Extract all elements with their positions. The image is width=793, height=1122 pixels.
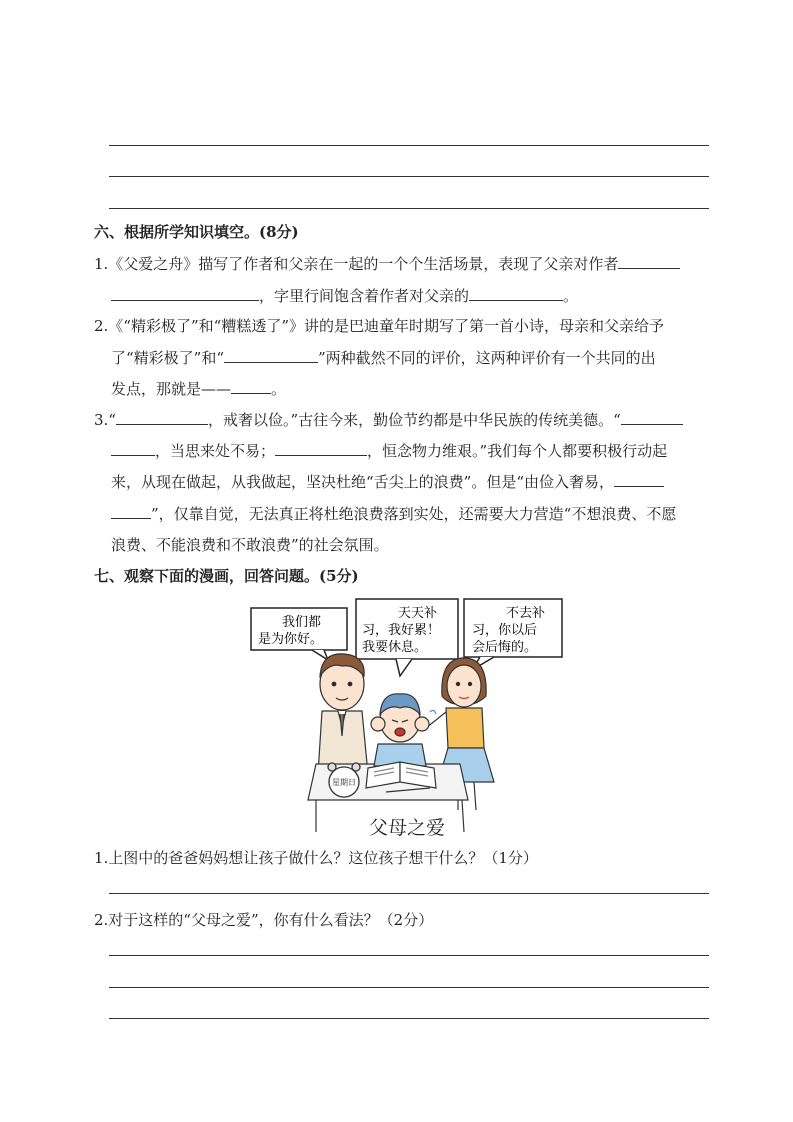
fill-blank[interactable] bbox=[618, 254, 680, 269]
s6-q2-text5: 。 bbox=[271, 380, 287, 398]
clock-label: 星期日 bbox=[332, 778, 356, 787]
answer-line[interactable] bbox=[109, 145, 709, 146]
answer-line[interactable] bbox=[109, 176, 709, 177]
s6-q1-text3: 。 bbox=[563, 287, 579, 305]
fill-blank[interactable] bbox=[111, 504, 151, 519]
s6-q3-line1 bbox=[94, 410, 683, 430]
s7-q2: 2.对于这样的“父母之爱”，你有什么看法？（2分） bbox=[94, 911, 434, 929]
mother-speech-bubble bbox=[464, 599, 562, 670]
s6-q1-line1 bbox=[94, 254, 680, 274]
bubble-father-text-1: 我们都 bbox=[282, 615, 322, 630]
s6-q2-line3 bbox=[111, 379, 286, 399]
s6-q3-text3: ，当思来处不易； bbox=[155, 442, 276, 460]
fill-blank[interactable] bbox=[224, 348, 318, 363]
fill-blank[interactable] bbox=[231, 379, 271, 394]
answer-line[interactable] bbox=[109, 893, 709, 894]
s6-q3-text4: ，恒念物力维艰。”我们每个人都要积极行动起 bbox=[367, 442, 668, 460]
bubble-mother-text-1: 不去补 bbox=[506, 606, 546, 621]
fill-blank[interactable] bbox=[116, 410, 208, 425]
clock-icon bbox=[328, 763, 360, 797]
s6-q3-line5 bbox=[111, 535, 389, 555]
s6-q1-line2 bbox=[111, 286, 578, 306]
s7-q1: 1.上图中的爸爸妈妈想让孩子做什么？这位孩子想干什么？（1分） bbox=[94, 849, 538, 867]
s6-q3-line4 bbox=[111, 504, 676, 524]
answer-line[interactable] bbox=[109, 208, 709, 209]
s6-q3-line3 bbox=[111, 472, 664, 492]
cartoon-caption: 父母之爱 bbox=[368, 817, 446, 839]
child-speech-bubble bbox=[356, 599, 458, 676]
fill-blank[interactable] bbox=[111, 286, 259, 301]
s6-q2-line2 bbox=[111, 348, 656, 368]
cartoon-illustration bbox=[250, 596, 565, 840]
answer-line[interactable] bbox=[109, 955, 709, 956]
answer-line[interactable] bbox=[109, 1018, 709, 1019]
s6-q2-text3: ”两种截然不同的评价，这两种评价有一个共同的出 bbox=[318, 349, 656, 367]
s6-q1-text1: 1.《父爱之舟》描写了作者和父亲在一起的一个个生活场景，表现了父亲对作者 bbox=[94, 255, 619, 273]
bubble-child-text-1: 天天补 bbox=[398, 606, 438, 621]
s6-q2-text4: 发点，那就是—— bbox=[111, 380, 232, 398]
child-figure bbox=[371, 694, 436, 766]
s6-q3-text1: 3.“ bbox=[94, 411, 116, 429]
fill-blank[interactable] bbox=[111, 441, 155, 456]
s6-q3-line2 bbox=[111, 441, 667, 461]
s6-q3-text7: 浪费、不能浪费和不敢浪费”的社会氛围。 bbox=[111, 536, 389, 554]
s6-q2-line1 bbox=[94, 316, 664, 336]
s6-q2-text2: 了“精彩极了”和“ bbox=[111, 349, 225, 367]
section-7-heading: 七、观察下面的漫画，回答问题。(5分) bbox=[94, 567, 359, 585]
s6-q1-text2: ，字里行间饱含着作者对父亲的 bbox=[259, 287, 470, 305]
s6-q2-text1: 2.《“精彩极了”和“糟糕透了”》讲的是巴迪童年时期写了第一首小诗，母亲和父亲给予 bbox=[94, 317, 664, 335]
fill-blank[interactable] bbox=[275, 441, 367, 456]
fill-blank[interactable] bbox=[614, 472, 664, 487]
answer-line[interactable] bbox=[109, 987, 709, 988]
bubble-child-text-2: 习，我好累！ bbox=[362, 623, 441, 638]
fill-blank[interactable] bbox=[621, 410, 683, 425]
bubble-mother-text-2: 习，你以后 bbox=[472, 623, 538, 638]
bubble-father-text-2: 是为你好。 bbox=[258, 632, 324, 647]
fill-blank[interactable] bbox=[469, 286, 563, 301]
s6-q3-text6: ”，仅靠自觉，无法真正将杜绝浪费落到实处，还需要大力营造“不想浪费、不愿 bbox=[151, 505, 677, 523]
bubble-mother-text-3: 会后悔的。 bbox=[472, 640, 538, 655]
section-6-heading: 六、根据所学知识填空。(8分) bbox=[94, 223, 299, 241]
s6-q3-text5: 来，从现在做起，从我做起，坚决杜绝“舌尖上的浪费”。但是“由俭入奢易， bbox=[111, 473, 615, 491]
s6-q3-text2: ，戒奢以俭。”古往今来，勤俭节约都是中华民族的传统美德。“ bbox=[207, 411, 621, 429]
cartoon-svg bbox=[250, 596, 565, 840]
father-speech-bubble bbox=[251, 608, 347, 660]
bubble-child-text-3: 我要休息。 bbox=[362, 640, 428, 655]
